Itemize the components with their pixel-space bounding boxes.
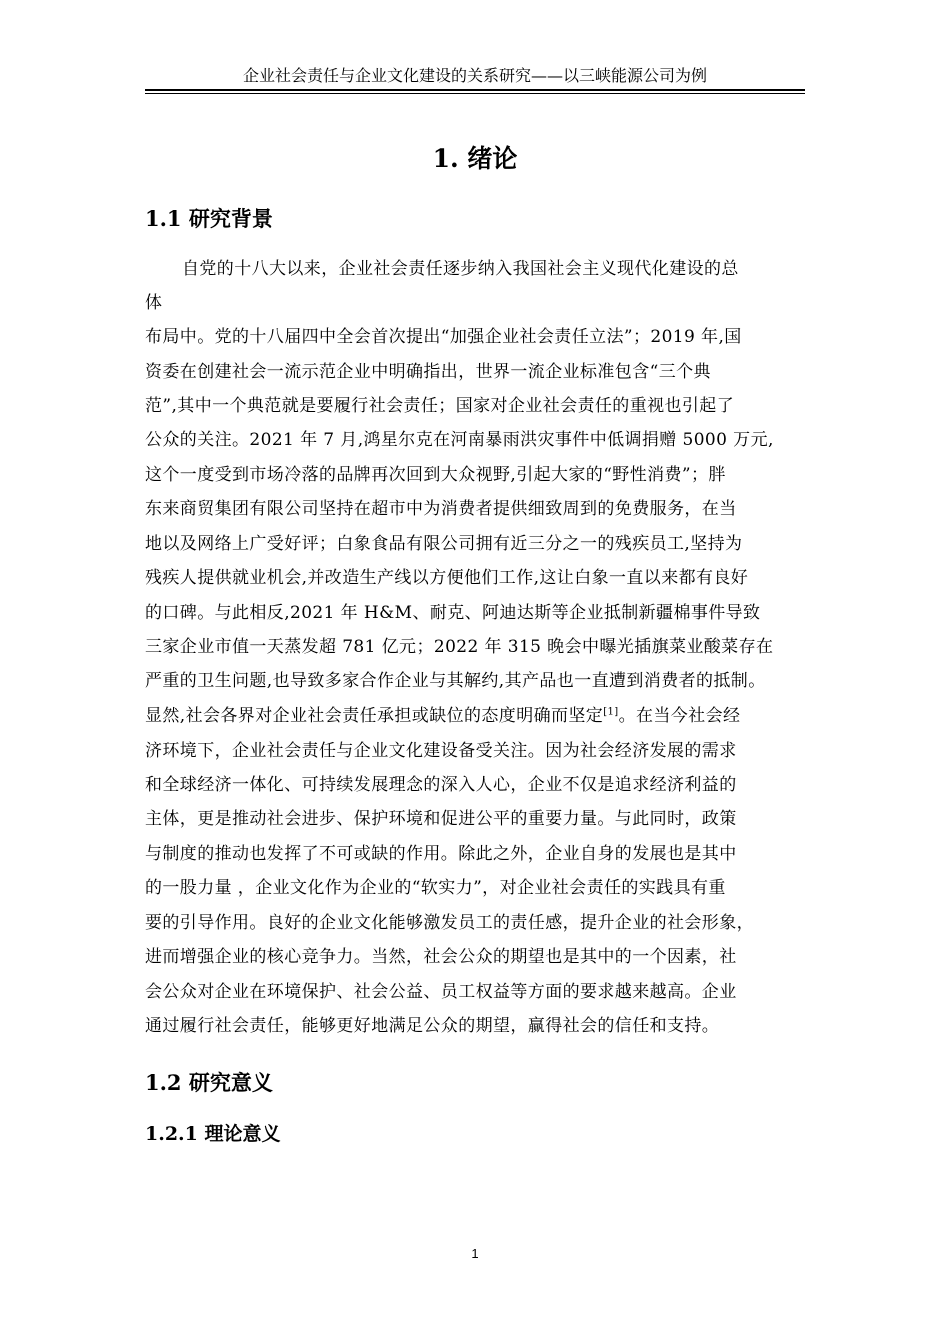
paragraph-line: 公众的关注。2021 年 7 月,鸿星尔克在河南暴雨洪灾事件中低调捐赠 5000 万元, (145, 430, 774, 450)
paragraph-line: 通过履行社会责任，能够更好地满足公众的期望，赢得社会的信任和支持。 (145, 1016, 720, 1036)
paragraph-line: 济环境下，企业社会责任与企业文化建设备受关注。因为社会经济发展的需求 (145, 741, 737, 761)
chapter-title: 1. 绪论 (432, 144, 518, 173)
paragraph-line: 要的引导作用。良好的企业文化能够激发员工的责任感，提升企业的社会形象， (145, 913, 754, 933)
page-number: 1 (471, 1246, 479, 1261)
paragraph-line: 这个一度受到市场冷落的品牌再次回到大众视野,引起大家的“野性消费”；胖 (145, 465, 726, 485)
section-heading-research-background: 1.1 研究背景 (145, 206, 273, 231)
paragraph-line: 范”,其中一个典范就是要履行社会责任；国家对企业社会责任的重视也引起了 (145, 396, 735, 416)
paragraph-line-with-citation (145, 704, 740, 728)
citation-reference[interactable]: [1] (603, 706, 619, 718)
paragraph-line: 体 (145, 293, 163, 313)
subsection-heading-theoretical-significance: 1.2.1 理论意义 (145, 1123, 281, 1145)
running-header: 企业社会责任与企业文化建设的关系研究——以三峡能源公司为例 (242, 66, 707, 85)
paragraph-line: 地以及网络上广受好评；白象食品有限公司拥有近三分之一的残疾员工,坚持为 (145, 534, 743, 554)
paragraph-line: 残疾人提供就业机会,并改造生产线以方便他们工作,这让白象一直以来都有良好 (145, 568, 749, 588)
paragraph-line: 自党的十八大以来，企业社会责任逐步纳入我国社会主义现代化建设的总 (182, 259, 739, 279)
paragraph-line: 会公众对企业在环境保护、社会公益、员工权益等方面的要求越来越高。企业 (145, 982, 737, 1002)
paragraph-line: 东来商贸集团有限公司坚持在超市中为消费者提供细致周到的免费服务，在当 (145, 499, 737, 519)
paragraph-line: 和全球经济一体化、可持续发展理念的深入人心，企业不仅是追求经济利益的 (145, 775, 737, 795)
header-rule-thick (145, 89, 805, 91)
citation-text-before: 显然,社会各界对企业社会责任承担或缺位的态度明确而坚定 (145, 706, 604, 726)
paragraph-line: 进而增强企业的核心竞争力。当然，社会公众的期望也是其中的一个因素，社 (145, 947, 737, 967)
paragraph-line: 资委在创建社会一流示范企业中明确指出，世界一流企业标准包含“三个典 (145, 362, 711, 382)
citation-text-after: 。在当今社会经 (618, 706, 741, 726)
paragraph-line: 与制度的推动也发挥了不可或缺的作用。除此之外，企业自身的发展也是其中 (145, 844, 737, 864)
paragraph-line: 严重的卫生问题,也导致多家合作企业与其解约,其产品也一直遭到消费者的抵制。 (145, 671, 766, 691)
header-rule-thin (145, 93, 805, 94)
paragraph-line: 三家企业市值一天蒸发超 781 亿元；2022 年 315 晚会中曝光插旗菜业酸菜存在 (145, 637, 774, 657)
section-heading-research-significance: 1.2 研究意义 (145, 1070, 273, 1095)
paragraph-line: 的口碑。与此相反,2021 年 H&M、耐克、阿迪达斯等企业抵制新疆棉事件导致 (145, 603, 761, 623)
paragraph-line: 主体，更是推动社会进步、保护环境和促进公平的重要力量。与此同时，政策 (145, 809, 737, 829)
paragraph-line: 的一股力量 ，企业文化作为企业的“软实力”，对企业社会责任的实践具有重 (145, 878, 726, 898)
paragraph-line: 布局中。党的十八届四中全会首次提出“加强企业社会责任立法”；2019 年,国 (145, 327, 742, 347)
